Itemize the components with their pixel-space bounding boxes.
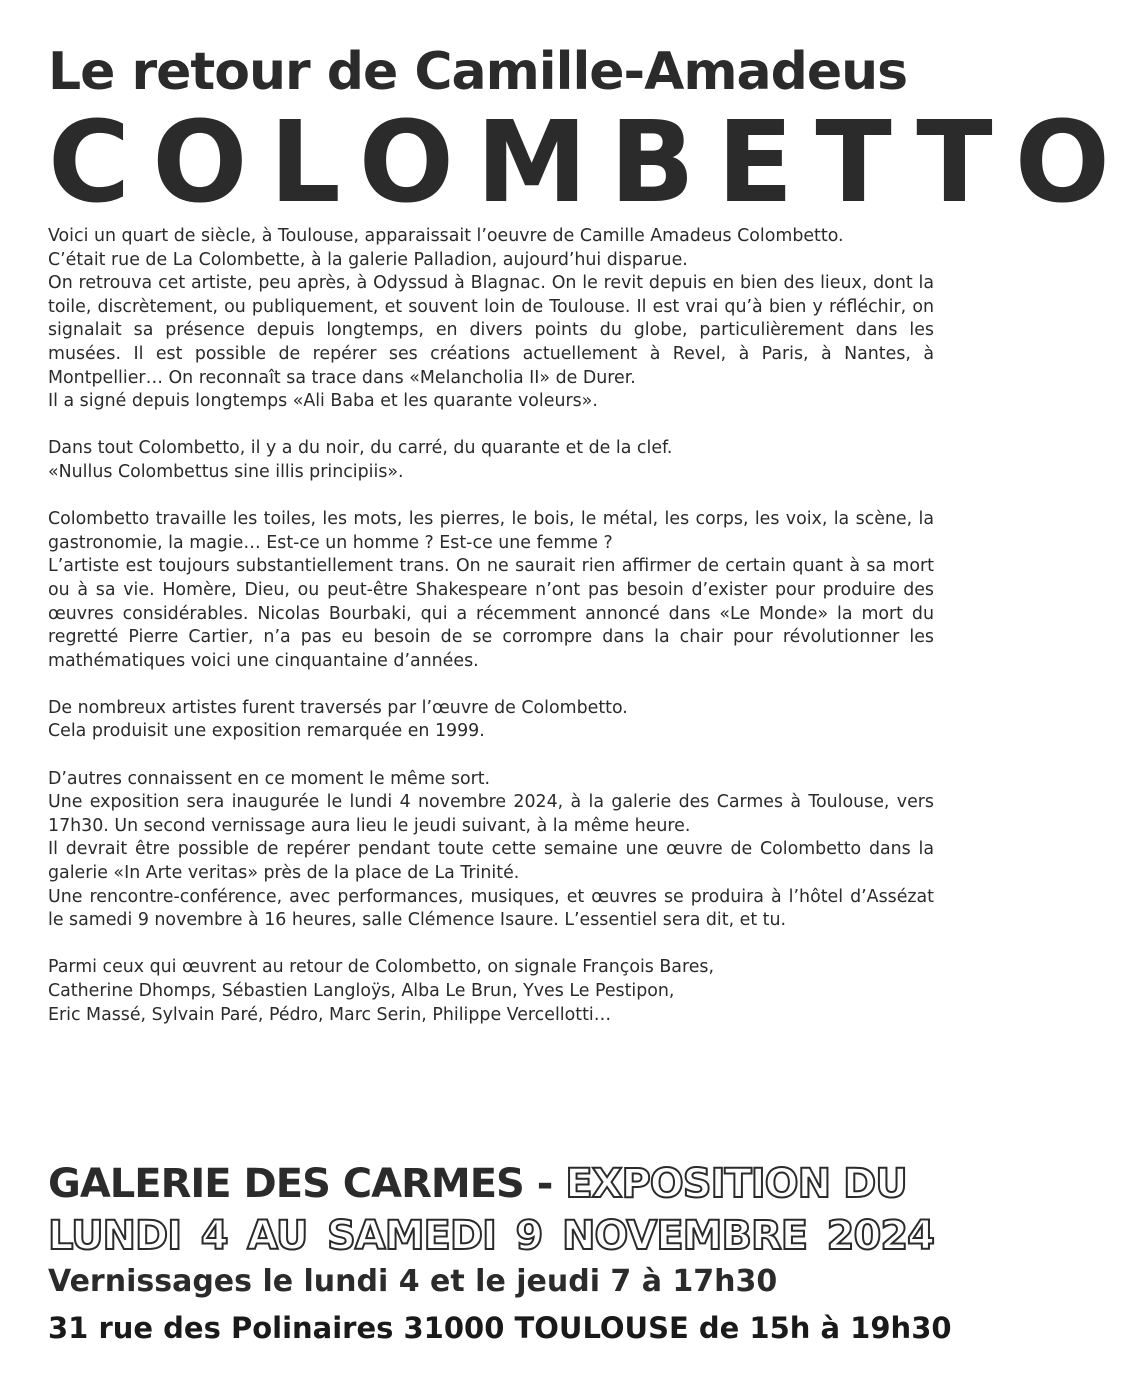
paragraph-line: Parmi ceux qui œuvrent au retour de Colombetto, on signale François Bares, <box>48 957 715 978</box>
exhibition-dates: LUNDI 4 AU SAMEDI 9 NOVEMBRE 2024 <box>48 1213 934 1259</box>
paragraph-line: Il a signé depuis longtemps «Ali Baba et les quarante voleurs». <box>48 391 598 412</box>
paragraph-contributors <box>48 956 934 1027</box>
article-body <box>48 225 934 1051</box>
paragraph-line: D’autres connaissent en ce moment le même sort. <box>48 768 491 789</box>
paragraph-line: Catherine Dhomps, Sébastien Langloÿs, Alba Le Brun, Yves Le Pestipon, <box>48 981 675 1001</box>
paragraph-line: «Nullus Colombettus sine illis principiis». <box>48 461 404 482</box>
artist-name-heading: COLOMBETTO <box>48 98 1132 228</box>
gallery-name: GALERIE DES CARMES - <box>48 1161 566 1207</box>
paragraph-line: L’artiste est toujours substantiellement trans. On ne saurait rien affirmer de certain quant à sa mort ou à sa vie. Homère, Dieu, ou peut-être Shakespeare n’ont pas besoin d’exister pour produire des œuvres considérables. Nicolas Bourbaki, qui a récemment annoncé dans «Le Monde» la mort du regretté Pierre Cartier, n’a pas eu besoin de se corrompre dans la chair pour révolutionner les mathématiques voici une cinquantaine d’années. <box>48 556 934 671</box>
footer-gallery-line <box>48 1158 934 1210</box>
address-hours: 31 rue des Polinaires 31000 TOULOUSE de 15h à 19h30 <box>48 1311 952 1345</box>
paragraph-history <box>48 697 934 744</box>
paragraph-line: De nombreux artistes furent traversés par l’œuvre de Colombetto. <box>48 697 628 718</box>
paragraph-line: C’était rue de La Colombette, à la galerie Palladion, aujourd’hui disparue. <box>48 249 688 270</box>
paragraph-line: Une rencontre-conférence, avec performances, musiques, et œuvres se produira à l’hôtel d’Assézat le samedi 9 novembre à 16 heures, salle Clémence Isaure. L’essentiel sera dit, et tu. <box>48 886 934 931</box>
paragraph-intro <box>48 225 934 414</box>
paragraph-line: On retrouva cet artiste, peu après, à Odyssud à Blagnac. On le revit depuis en bien des lieux, dont la toile, discrètement, ou publiquement, et souvent loin de Toulouse. Il est vrai qu’à bien y réfléchir, on signalait sa présence depuis longtemps, en divers points du globe, particulièrement dans les musées. Il est possible de repérer ses créations actuellement à Revel, à Paris, à Nantes, à Montpellier… On reconnaît sa trace dans «Melancholia II» de Durer. <box>48 273 934 388</box>
paragraph-work <box>48 508 934 673</box>
vernissage-info: Vernissages le lundi 4 et le jeudi 7 à 17h30 <box>48 1264 778 1299</box>
paragraph-line: Voici un quart de siècle, à Toulouse, apparaissait l’oeuvre de Camille Amadeus Colombetto. <box>48 226 844 246</box>
paragraph-line: Il devrait être possible de repérer pendant toute cette semaine une œuvre de Colombetto dans la galerie «In Arte veritas» près de la place de La Trinité. <box>48 839 934 884</box>
paragraph-line: Cela produisit une exposition remarquée en 1999. <box>48 721 485 742</box>
paragraph-principles <box>48 437 934 484</box>
paragraph-line: Une exposition sera inaugurée le lundi 4 novembre 2024, à la galerie des Carmes à Toulouse, vers 17h30. Un second vernissage aura lieu le jeudi suivant, à la même heure. <box>48 792 934 836</box>
paragraph-events <box>48 768 934 933</box>
paragraph-line: Dans tout Colombetto, il y a du noir, du carré, du quarante et de la clef. <box>48 438 673 459</box>
page-title: Le retour de Camille-Amadeus <box>48 42 908 102</box>
paragraph-line: Colombetto travaille les toiles, les mots, les pierres, le bois, le métal, les corps, les voix, la scène, la gastronomie, la magie… Est-ce un homme ? Est-ce une femme ? <box>48 509 934 553</box>
paragraph-line: Eric Massé, Sylvain Paré, Pédro, Marc Serin, Philippe Vercellotti… <box>48 1004 612 1025</box>
exhibition-label: EXPOSITION DU <box>565 1161 907 1207</box>
